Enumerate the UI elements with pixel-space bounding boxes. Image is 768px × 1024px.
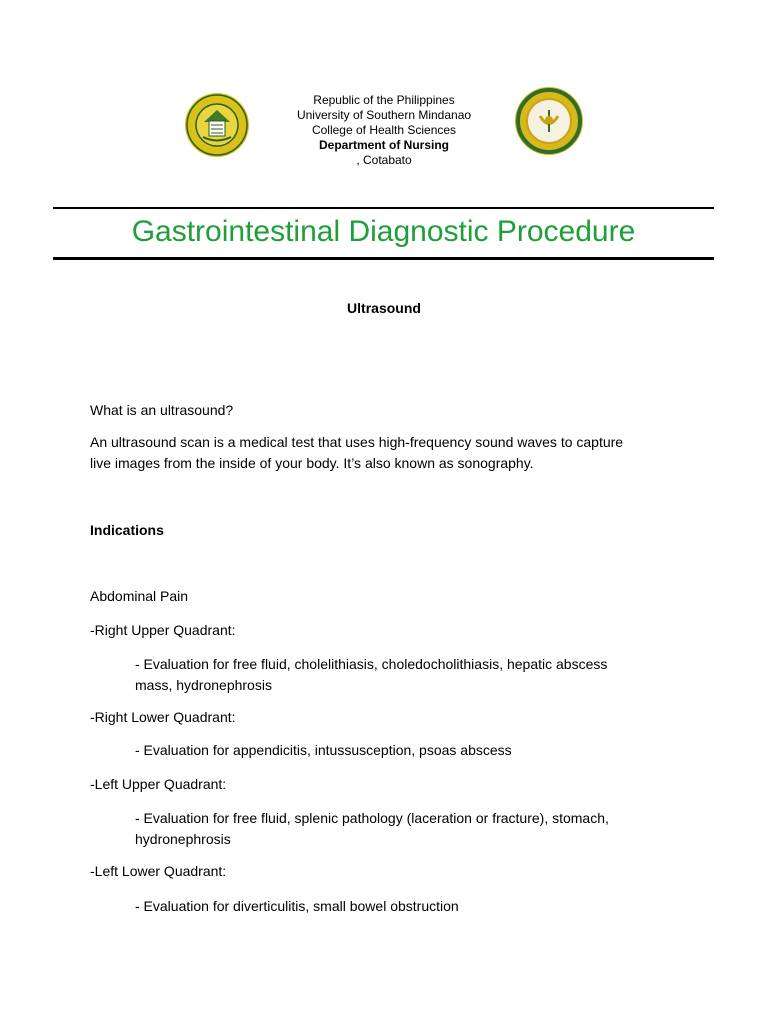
list-item-llq: -Left Lower Quadrant: bbox=[90, 863, 227, 879]
ruq-detail-line-1: - Evaluation for free fluid, cholelithiasis, choledocholithiasis, hepatic abscess bbox=[135, 656, 608, 672]
document-header bbox=[0, 0, 768, 180]
answer-line-1: An ultrasound scan is a medical test that uses high-frequency sound waves to capture bbox=[90, 434, 624, 450]
list-item-ruq: -Right Upper Quadrant: bbox=[90, 622, 236, 638]
letterhead-college: College of Health Sciences bbox=[311, 123, 457, 137]
indications-heading: Indications bbox=[90, 522, 164, 538]
llq-detail: - Evaluation for diverticulitis, small bowel obstruction bbox=[135, 898, 459, 914]
title-rule-bottom bbox=[53, 257, 714, 260]
answer-line-2: live images from the inside of your body. It’s also known as sonography. bbox=[90, 455, 534, 471]
letterhead-department: Department of Nursing bbox=[318, 138, 449, 152]
college-seal-icon bbox=[514, 86, 584, 156]
list-item-rlq: -Right Lower Quadrant: bbox=[90, 709, 236, 725]
title-rule-top bbox=[53, 207, 714, 209]
abdominal-pain-heading: Abdominal Pain bbox=[90, 588, 189, 604]
question-heading: What is an ultrasound? bbox=[90, 402, 234, 418]
letterhead-republic: Republic of the Philippines bbox=[313, 93, 455, 107]
luq-detail-line-1: - Evaluation for free fluid, splenic pathology (laceration or fracture), stomach, bbox=[135, 810, 609, 826]
rlq-detail: - Evaluation for appendicitis, intussusception, psoas abscess bbox=[135, 742, 512, 758]
section-title: Ultrasound bbox=[347, 300, 421, 316]
letterhead bbox=[234, 93, 534, 168]
letterhead-location: , Cotabato bbox=[356, 153, 412, 167]
letterhead-university: University of Southern Mindanao bbox=[296, 108, 472, 122]
ruq-detail-line-2: mass, hydronephrosis bbox=[135, 677, 272, 693]
list-item-luq: -Left Upper Quadrant: bbox=[90, 776, 227, 792]
document-title: Gastrointestinal Diagnostic Procedure bbox=[131, 215, 636, 248]
luq-detail-line-2: hydronephrosis bbox=[135, 831, 231, 847]
